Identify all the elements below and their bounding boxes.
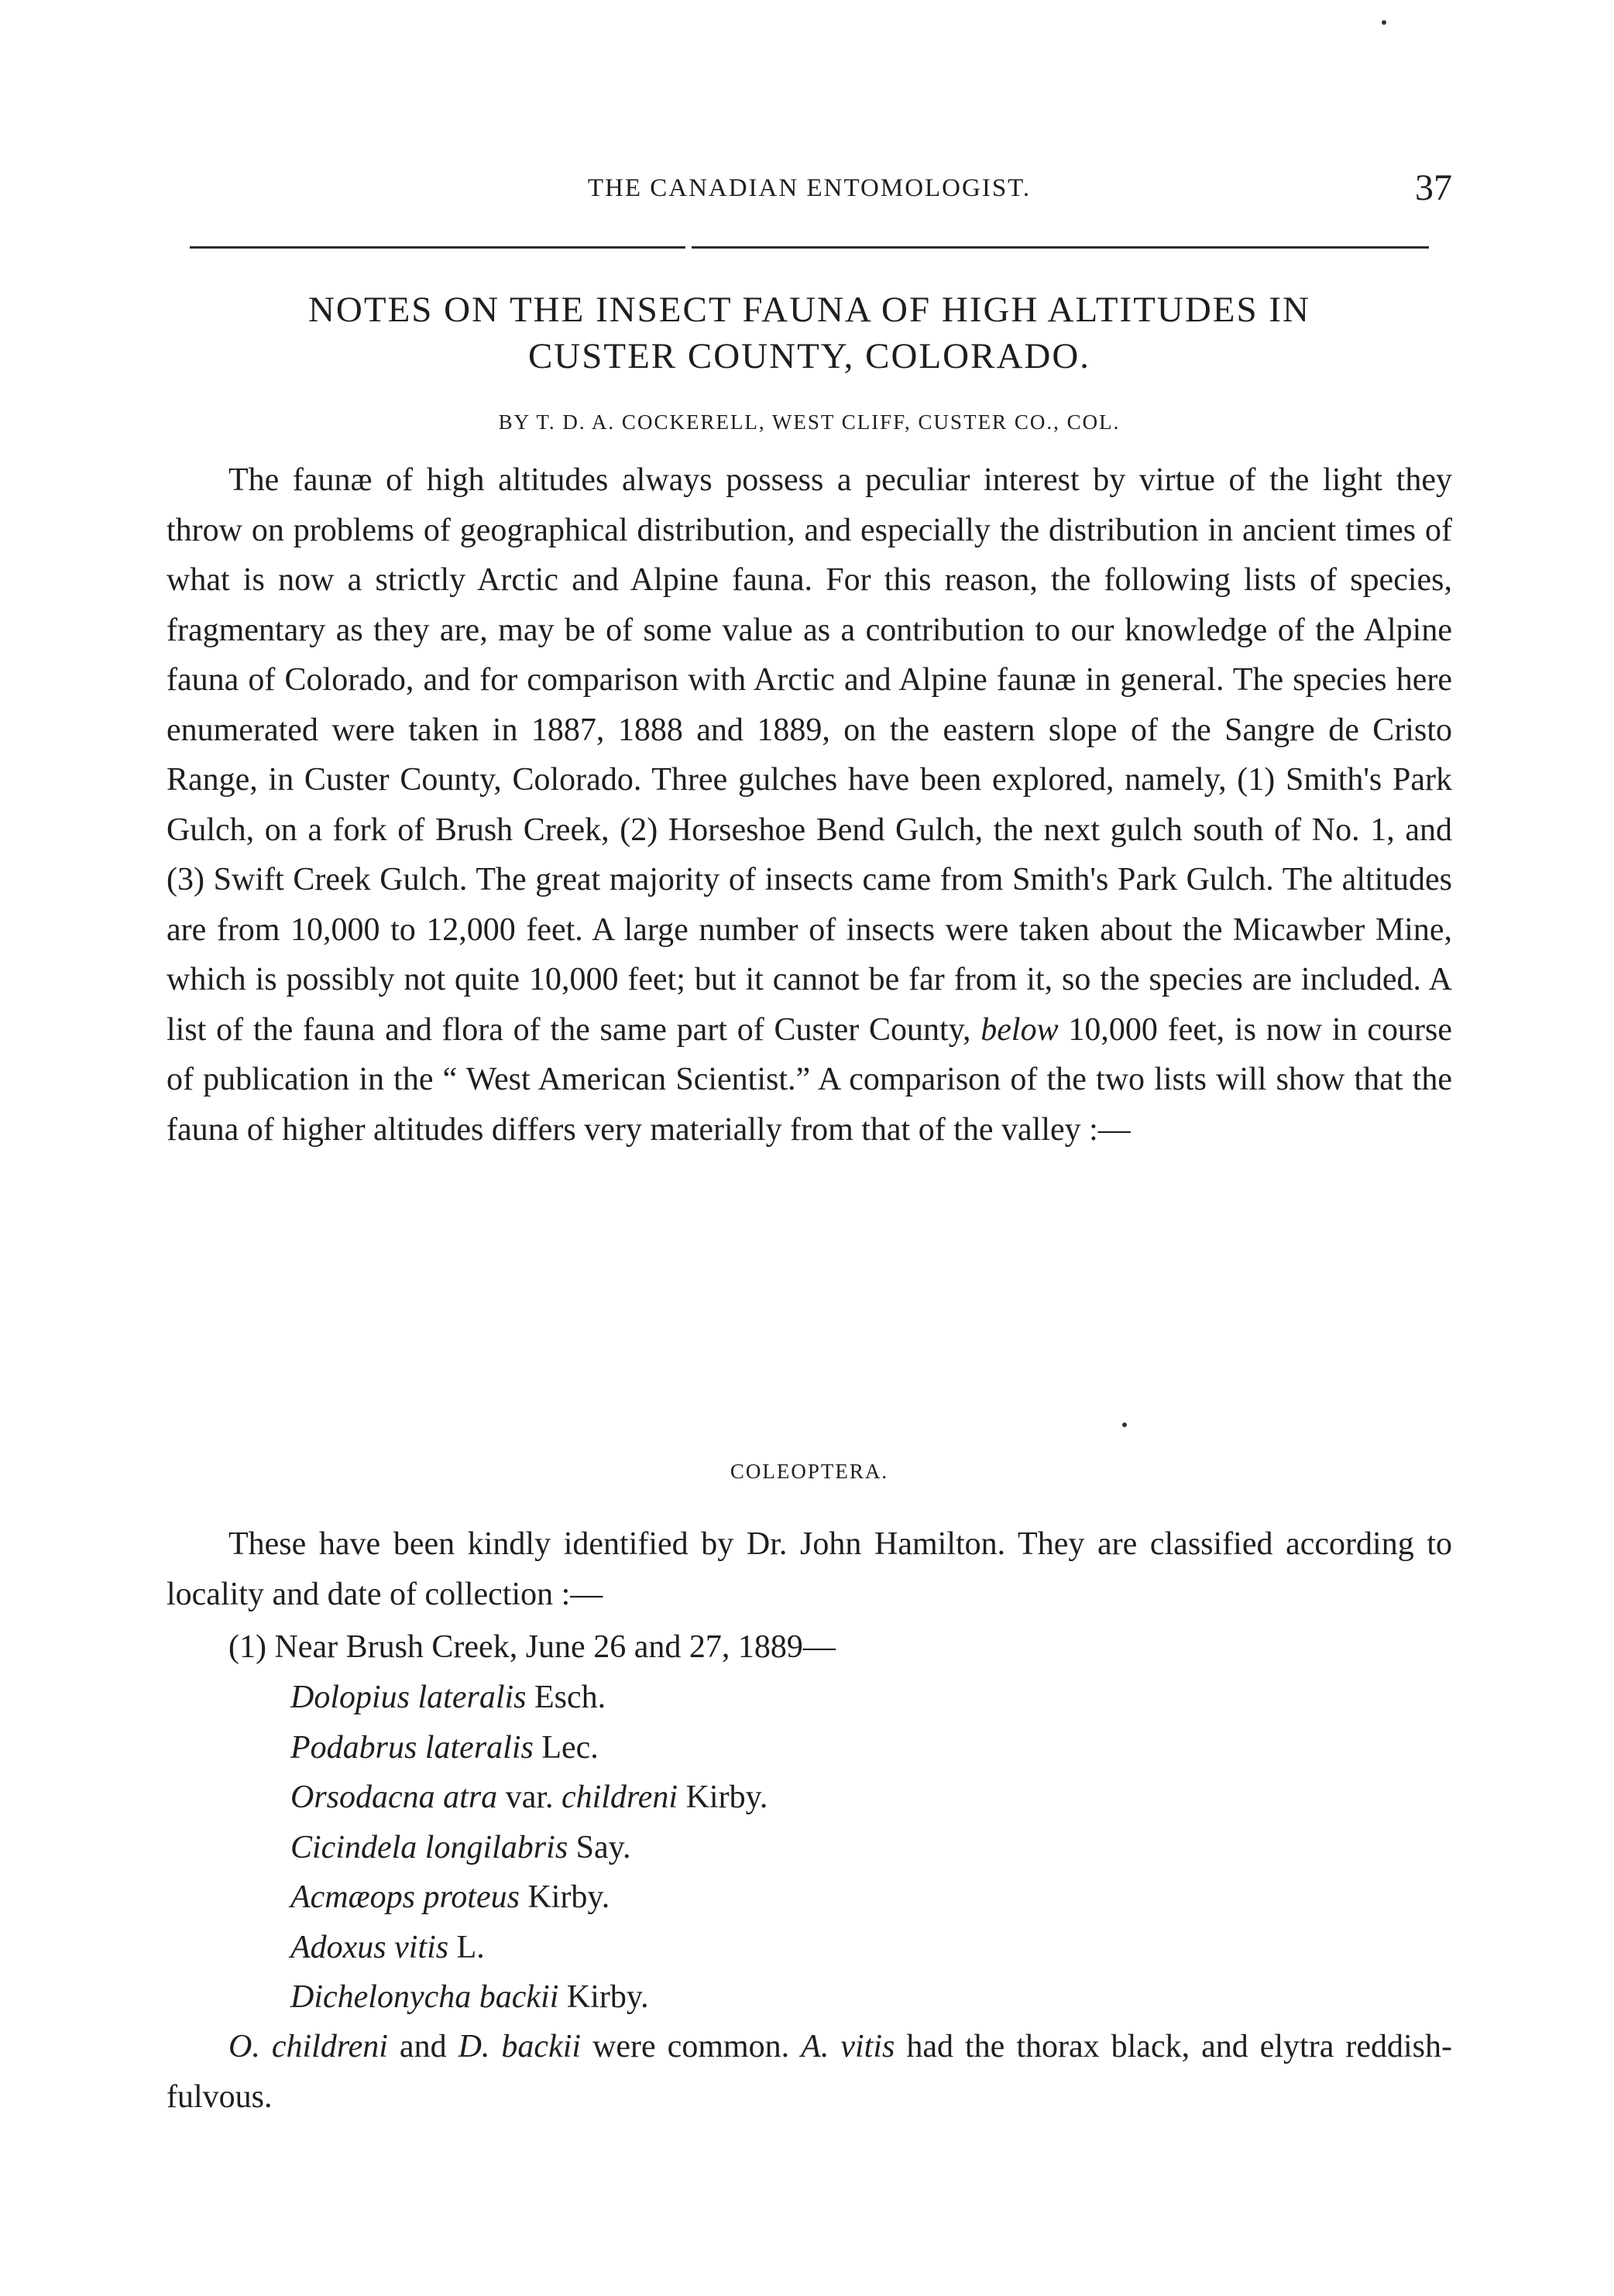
species-name: Dolopius lateralis [290,1680,527,1715]
species-list [290,1673,768,2023]
species-author: Kirby. [678,1779,768,1815]
species-name: Cicindela longilabris [290,1829,568,1865]
species-item [290,1673,768,1723]
species-var: var. [497,1779,561,1815]
running-title: THE CANADIAN ENTOMOLOGIST. [587,174,1032,202]
print-speck [1382,20,1386,25]
species-author: Kirby. [558,1979,649,2015]
note-text-2: were common. [581,2029,802,2064]
collection-note [167,2022,1452,2122]
article-title-line-1: NOTES ON THE INSECT FAUNA OF HIGH ALTITUDES IN [307,290,1310,330]
page-number: 37 [1415,167,1452,208]
species-item [290,1872,768,1923]
note-text-1: and [387,2029,458,2064]
article-title-line-2: CUSTER COUNTY, COLORADO. [527,336,1091,376]
species-name: Acmæops proteus [290,1879,520,1915]
section-heading: COLEOPTERA. [730,1460,889,1483]
header-rule [190,246,1429,249]
article-title [167,287,1452,379]
species-variety: childreni [561,1779,678,1815]
paragraph-1-text: The faunæ of high altitudes always possess a peculiar interest by virtue of the light they throw on problems of geographical distribution, and especially the distribution in ancient times of what is now a strictly Arctic and Alpine fauna. For this reason, the following lists of species, fragmentary as they are, may be of some value as a contribution to our knowledge of the Alpine fauna of Colorado, and for comparison with Arctic and Alpine faunæ in general. The species here enumerated were taken in 1887, 1888 and 1889, on the eastern slope of the Sangre de Cristo Range, in Custer County, Colorado. Three gulches have been explored, namely, (1) Smith's Park Gulch, on a fork of Brush Creek, (2) Horseshoe Bend Gulch, the next gulch south of No. 1, and (3) Swift Creek Gulch. The great majority of insects came from Smith's Park Gulch. The altitudes are from 10,000 to 12,000 feet. A large number of insects were taken about the Micawber Mine, which is possibly not quite 10,000 feet; but it cannot be far from it, so the species are included. A list of the fauna and flora of the same part of Custer County, [167,462,1452,1048]
section-intro-text: These have been kindly identified by Dr. John Hamilton. They are classified according to locality and date of collection :— [167,1526,1452,1612]
species-item [290,1723,768,1773]
header-rule-gap [685,242,692,251]
species-author: Kirby. [519,1879,610,1915]
note-text-3: had the thorax black, and elytra reddish-fulvous. [167,2029,1452,2115]
article-body [167,455,1452,1155]
species-name: Dichelonycha backii [290,1979,559,2015]
species-author: Lec. [533,1729,599,1766]
section-intro [167,1519,1452,1619]
species-item [290,1773,768,1823]
species-item [290,1823,768,1873]
paragraph-1-end: 10,000 feet, is now in course of publication in the “ West American Scientist.” A comparison of the two lists will show that the fauna of higher altitudes differs very materially from that of the valley :— [167,1011,1452,1148]
species-author: Esch. [526,1680,606,1715]
running-head [167,167,1452,221]
species-item [290,1972,768,2023]
print-speck [1122,1423,1127,1427]
species-author: L. [448,1929,485,1965]
species-name: Adoxus vitis [290,1929,449,1965]
note-species-1: O. childreni [228,2029,388,2064]
paragraph-1 [167,455,1452,1155]
byline: BY T. D. A. COCKERELL, WEST CLIFF, CUSTER CO., COL. [498,410,1121,434]
species-author: Say. [568,1829,631,1865]
note-species-2: D. backii [458,2029,582,2064]
species-item [290,1923,768,1973]
paragraph-1-italic: below [980,1011,1059,1048]
species-name: Orsodacna atra [290,1779,498,1815]
species-name: Podabrus lateralis [290,1729,534,1766]
note-species-3: A. vitis [801,2029,895,2064]
locality-entry: (1) Near Brush Creek, June 26 and 27, 1889— [228,1629,836,1665]
collection-note-text [167,2022,1452,2122]
